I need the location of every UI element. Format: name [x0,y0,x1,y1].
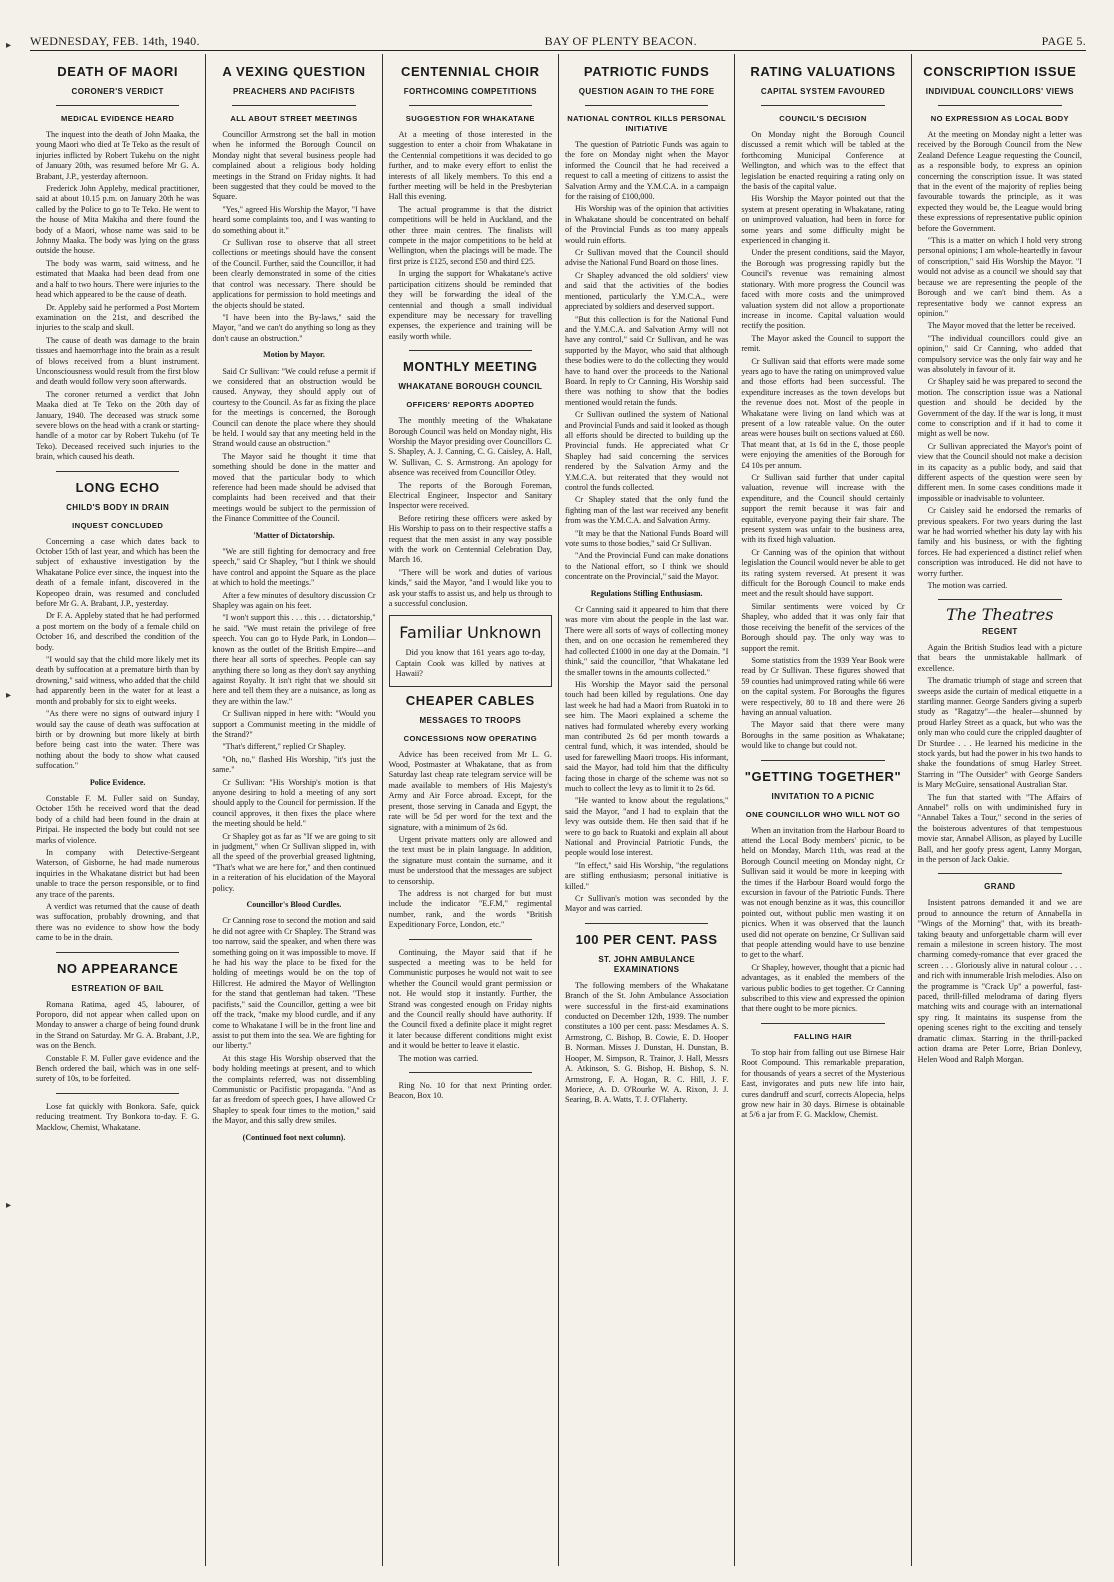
paragraph: The Mayor asked the Council to support the remit. [741,333,905,354]
paragraph: Cr Canning said it appeared to him that there was more vim about the people in the last war. There were all sorts of ways of collecting money then, and on one occasion he remembered they had collected £1000 in one day at the Domain. "I think," said the councillor, "that Whakatane led the smaller towns in the amounts collected." [564,605,729,677]
margin-mark-low: ▸ [6,1200,12,1211]
paragraph: The Mayor said he thought it time that something should be done in the matter and moved that the particular body to which reference had been made should be advised that complaints had been received and that their meetings would be subject to the permission of the Finance Committee of the Council. [212,451,376,524]
divider [938,105,1062,106]
paragraph: Cr Sullivan appreciated the Mayor's point of view that the Council should not make a decision in its capacity as a public body, and said that different aspects of the question were seen by different men. In some cases conditions made it impossible or inadvisable to volunteer. [917,441,1082,503]
paragraph: "This is a matter on which I hold very strong personal opinions; I am whole-heartedly in favour of conscription," said His Worship the Mayor. "I would not advise as a council we should say that because we are representing the people of the Borough and we can't bind them. As a representative body we cannot express an opinion." [917,236,1082,318]
subhead-concessions: CONCESSIONS NOW OPERATING [403,733,538,743]
headline-centennial-choir: CENTENNIAL CHOIR [400,64,540,79]
paragraph: Dr. Appleby said he performed a Post Mortem examination on the 21st, and described the injuries to the scalp and skull. [36,302,200,333]
advertisement-bonkora: Lose fat quickly with Bonkora. Safe, quick reducing treatment. Try Bonkora to-day. F. G. Macklow, Chemist, Whakatane. [36,1101,200,1132]
paragraph: Councillor Armstrong set the ball in motion when he informed the Borough Council on Monday night that several business people had complained about a religious body holding meetings in the Strand on Friday nights. It had been suggested that they could be moved to the Square. [212,130,376,202]
subhead-suggestion-whakatane: SUGGESTION FOR WHAKATANE [405,114,535,123]
paragraph: The body was warm, said witness, and he estimated that Maaka had been dead from one and a half to two hours. There were injuries to the head which appeared to be the cause of death. [36,258,200,300]
paragraph: The Mayor said that there were many Boroughs in the same position as Whakatane; would like to change but could not. [741,720,905,751]
paragraph: On Monday night the Borough Council discussed a remit which will be tabled at the forthcoming Municipal Conference at Wellington, and which was to the effect that legislation be enacted requiring a rating only on the basis of the capital value. [741,130,905,192]
paragraph: His Worship the Mayor said the personal touch had been killed by regulations. One day last week he had had a Maori from Ruatoki in to see him. The Maori explained a scheme the natives had formulated whereby every working man contributed 2s 6d per month towards a central fund, which, it was intended, should be used for farewelling Maori troops. His informant, said the Mayor, had told him that the difficulty facing those in charge of the scheme was not so much to collect the levy as to limit it to 2s 6d. [564,679,729,793]
paragraph: "He wanted to know about the regulations," said the Mayor, "and I had to explain that the levy was outside them. He then said that if he were to go back to Ruatoki and explain all about National and Provincial Patriotic Funds, the people would lose interest. [564,796,729,858]
newspaper-columns [30,54,1088,1566]
paragraph: Cr Sullivan's motion was seconded by the Mayor and was carried. [564,894,729,914]
divider [938,599,1062,600]
subhead-no-expression: NO EXPRESSION AS LOCAL BODY [930,114,1069,123]
paragraph: The reports of the Borough Foreman, Electrical Engineer, Inspector and Sanitary Inspector were received. [388,480,552,511]
subhead-childs-body: CHILD'S BODY IN DRAIN [66,502,170,512]
paragraph: The address is not charged for but must include the indicator "E.F.M," regimental number, rank, and the words "British Expeditionary Force, London, etc." [388,888,552,930]
paragraph: At this stage His Worship observed that the body holding meetings at present, and to which the complaints referred, was not dissembling Communistic or Pacifistic propaganda. "And as far as freedom of speech goes, I have allowed Cr Shapley to speak four times to the motion," said the Mayor, and this sally drew smiles. [212,1053,376,1126]
advertisement-printing: Ring No. 10 for that next Printing order. Beacon, Box 10. [388,1081,552,1101]
paragraph: A verdict was returned that the cause of death was suffocation, probably drowning, and that there was no evidence to show how the body came to be in the drain. [36,902,200,943]
paragraph: The motion was carried. [398,1053,479,1063]
column-2 [206,54,382,1566]
paragraph: Under the present conditions, said the Mayor, the Borough was progressing rapidly but the Council's revenue was remaining almost stationary. With more progress the Council was faced with more costs and the unimproved valuation system did not allow a proportionate increase in income. Capital valuation would rectify the position. [741,248,905,331]
paragraph: "We are still fighting for democracy and free speech," said Cr Shapley, "but I think we should have control and appoint the Square as the place at which to hold the meetings." [212,547,376,588]
subhead-one-councillor: ONE COUNCILLOR WHO WILL NOT GO [745,809,901,819]
paragraph: Cr Sullivan outlined the system of National and Provincial Funds and said it looked as though all efforts should be directed to building up the Provincial funds. He appreciated what Cr Shapley had said concerning the services rendered by the Salvation Army and the Y.M.C.A. but reiterated that they would not control the funds collected. [564,410,729,492]
paragraph: The following members of the Whakatane Branch of the St. John Ambulance Association were successful in the first-aid examinations conducted on December 12th, 1939. The number constitutes a 100 per cent. pass: Mesdames A. S. Armstrong, C. Bishop, B. Cowie, E. D. Hooper B. Norman. Misses J. Dunstan, H. Dunstan, B. Hooper, M. Simpson, R. Trainor, J. Hall, Messrs A. Atkinson, S. G. Bishop, H. Bishop, S. N. Armstrong, F. A. Hogan, R. C. Hill, J. F. Moriece, A. D. O'Rourke W. A. Rixon, J. J. Searing, B. A. Watts, T. J. O'Flaherty. [564,980,729,1105]
paragraph: Before retiring these officers were asked by His Worship to pass on to their respective staffs a request that the men assist in any way possible with the work on Centennial Celebration Day, March 16. [388,513,552,565]
subhead-borough-council: WHAKATANE BOROUGH COUNCIL [398,382,543,392]
subhead-coroners-verdict: CORONER'S VERDICT [71,87,164,96]
paragraph: To stop hair from falling out use Birnese Hair Root Compound. This remarkable preparation, for thousands of years a secret of the Mysterious East, invigorates and puts new life into hair, cures dandruff and scurf, corrects Alopecia, helps grow new hair in 30 days. Birnese is obtainable at 5/6 a jar from F. G. Macklow, Chemist. [741,1047,905,1120]
paragraph: Continuing, the Mayor said that if he suspected a meeting was to be held for Communistic purposes he would not wait to see whether the Council would grant permission or not. He would stop it instantly. Further, the Strand was congested enough on Friday nights and the Council really should have authority. If the Council fixed a definite place it might regret it later because different conditions might exist and it would be better to leave it elastic. [388,947,552,1051]
headline-getting-together: "GETTING TOGETHER" [744,768,902,784]
subhead-street-meetings: ALL ABOUT STREET MEETINGS [230,114,358,123]
divider [409,350,532,351]
masthead-page: PAGE 5. [1041,33,1086,48]
subhead-capital-system: CAPITAL SYSTEM FAVOURED [760,87,886,96]
paragraph: "That's different," replied Cr Shapley. [222,742,346,752]
headline-rating-valuations: RATING VALUATIONS [750,64,896,79]
paragraph: Cr Canning was of the opinion that without legislation the Council would never be able to get its rating system reversed. At present it was difficult for the Borough Council to make ends meet and the result should have support. [741,547,905,599]
paragraph: Cr Shapley said he was prepared to second the motion. The conscription issue was a National question and should be decided by the Government of the day. If the war is long, it must come to conscription and if it had to come it might as well be now. [917,377,1082,439]
column-4 [559,54,735,1566]
continued-note: (Continued foot next column). [242,1132,346,1142]
paragraph: Similar sentiments were voiced by Cr Shapley, who added that it was only fair that those receiving the benefit of the services of the Borough should pay. The only way was to support the remit. [741,601,905,653]
paragraph: Cr Caisley said he endorsed the remarks of previous speakers. For two years during the last war he had worried whether his duty lay with his family and his business, or with the fighting forces. He had experienced a distinct relief when conscription was introduced. He did not have to worry further. [917,506,1082,578]
paragraph: The inquest into the death of John Maaka, the young Maori who died at Te Teko as the result of injuries inflicted by Robert Tukehu on the night of January 20th, was resumed before Mr G. A. Brabant, J.P., yesterday afternoon. [36,130,200,181]
paragraph: Urgent private matters only are allowed and the text must be in plain language. In addition, the signature must contain the surname, and it must be understood that the messages are subject to censorship. [388,834,552,886]
paragraph: The cause of death was damage to the brain tissues and haemorrhage into the brain as a result of blows received from a blunt instrument. Unconsciousness would result from the first blow and death would follow very soon afterwards. [36,335,200,387]
column-1 [30,54,206,1566]
paragraph: Cr Shapley, however, thought that a picnic had advantages, as it enabled the members of the various public bodies to get together. Cr Canning subscribed to this view and expressed the opinion that there ought to be more picnics. [741,962,905,1014]
subhead-invitation-picnic: INVITATION TO A PICNIC [771,791,875,801]
headline-long-echo: LONG ECHO [75,479,160,495]
paragraph: The dramatic triumph of stage and screen that sweeps aside the curtain of medical etiquette in a startling manner. George Sanders giving a superb study as "Ragatzy"—the healer—shunned by proud Harley Street as a quack, but who was the only man who could cure the crippled daughter of Dr Sturdee . . . He learned his medicine in the stock yards, but had the power in his two hands to shake the foundations of smug Harley Street. Starring in "The Outsider" with George Sanders is Mary McGuire, sensational Australian Star. [917,676,1082,790]
paragraph: The coroner returned a verdict that John Maaka died at Te Teko on the 20th day of January, 1940. The deceased was struck some severe blows on the head with a crank or starting-handle of a motor car by Robert Tukehu (of Te Teko). Deceased received such injuries to the brain, which caused his death. [36,389,200,462]
headline-vexing-question: A VEXING QUESTION [222,64,366,79]
paragraph: Cr Sullivan moved that the Council should advise the National Fund Board on those lines. [564,248,729,268]
column-3 [383,54,559,1566]
paragraph: Insistent patrons demanded it and we are proud to announce the return of Annabella in "Wings of the Morning" that, with its breath-taking beauty and unforgettable charm will ever remain a milestone in screen history. The most charming comedy-romance that ever graced the screen . . . Gloriously alive in natural colour . . . and rich with innumerable Irish melodies. Also on the programme is "Crack Up" a powerful, fast-paced, thrill-filled melodrama of daring flyers matching wits and courage with an international spy ring. It maintains its suspense from the opening scenes right to the exciting and tensely dramatic climax. Starring in the thrill-packed action drama are Peter Lorre, Brian Donlevy, Helen Wood and Ralph Morgan. [917,898,1082,1064]
paragraph: "As there were no signs of outward injury I would say the cause of death was suffocation at birth or by drowning but more likely at birth before being cast into the water. There was nothing about the body to show what caused suffocation." [36,709,200,771]
paragraph: "I would say that the child more likely met its death by suffocation at a premature birth than by drowning," said witness, who added that the child had apparently been in the water for at least a month and probably for six to eight weeks. [36,655,200,706]
subhead-motion-by-mayor: Motion by Mayor. [263,350,325,360]
subhead-inquest-concluded: INQUEST CONCLUDED [72,520,164,530]
paragraph: Again the British Studios lead with a picture that bears the unmistakable hallmark of excellence. [917,642,1082,673]
divider [409,105,532,106]
paragraph: Cr Shapley got as far as "If we are going to sit in judgment," when Cr Sullivan slipped in, with all the speed of the proverbial greased lightning, "That's what we are here for," and then continued in a reiteration of his elucidation of the Mayoral policy. [212,831,376,893]
headline-death-of-maori: DEATH OF MAORI [57,64,179,79]
paragraph: "I won't support this . . . this . . . dictatorship," he said. "We must retain the privilege of free speech. You can go to Hyde Park, in London—known as the outlet of the British Empire—and there hear all sorts of speeches. People can say anything there so long as they don't say anything against Royalty. It isn't right that we should sit here and tell them they are a nuisance, as long as they are within the law." [212,613,376,706]
headline-falling-hair: FALLING HAIR [794,1031,852,1041]
subhead-national-control: NATIONAL CONTROL KILLS PERSONAL INITIATIVE [567,114,727,133]
paragraph: Cr Sullivan said that efforts were made some years ago to have the rating on unimproved value and those efforts had been successful. The expenditure increases as the town develops but the revenue does not. Most of the people in Whakatane were living on land which was at present of a low rateable value. On the outer areas were houses built on sections valued at £60. That meant that, at 1s 6d in the £, those people were enjoying the amenities of the Borough for £4 10s per annum. [741,356,905,470]
masthead [30,32,1086,51]
paragraph: After a few minutes of desultory discussion Cr Shapley was again on his feet. [212,590,376,611]
paragraph: "Yes," agreed His Worship the Mayor, "I have heard some complaints too, and I was wanting to do something about it." [212,204,376,235]
paragraph: Romana Ratima, aged 45, labourer, of Poroporo, did not appear when called upon on Monday to answer a charge of being found drunk in the Strand on Saturday. Mr G. A. Brabant, J.P., was on the Bench. [36,999,200,1051]
divider [761,1023,884,1024]
paragraph: Concerning a case which dates back to October 15th of last year, and which has been the subject of exhaustive investigation by the Whakatane Police ever since, the inquest into the death of a female infant, discovered in the Kopeopeo drain, was resumed and concluded before Mr G. A. Brabant, J.P., yesterday. [36,536,200,609]
paragraph: Some statistics from the 1939 Year Book were read by Cr Sullivan. These figures showed that 59 counties had unimproved rating while 66 were on the capital system. For Boroughs the figures were respectively, 80 to 18 and there were 26 having an annual valuation. [741,655,905,717]
margin-mark-top: ▸ [6,40,12,51]
subhead-police-evidence: Police Evidence. [89,777,146,787]
column-5 [735,54,911,1566]
paragraph: When an invitation from the Harbour Board to attend the Local Body members' picnic, to be held on Monday, March 11th, was read at the Borough Council meeting on Monday night, Cr Sullivan said it would be more in keeping with the times if the Harbour Board would forgo the excursion in favour of the Patriotic Funds. There was not enough benzine as it was, this councillor pointed out, without public men wasting it on picnics. When it was observed that the launch used did not operate on benzine, Cr Sullivan said that people attending would have to use benzine to get to the wharf. [741,825,905,960]
paragraph: "There will be work and duties of various kinds," said the Mayor, "and I would like you to ask your staffs to assist us, and help us through to a successful conclusion. [388,567,552,609]
paragraph: "But this collection is for the National Fund and the Y.M.C.A. and Salvation Army will not have any control," said Cr Sullivan, and he was supported by the Mayor, who said that although these bodies were to do the collecting they would have to hand over the proceeds to the National Board. In reply to Cr Canning, His Worship said there was nothing to show that the bodies mentioned would retain the funds. [564,314,729,407]
margin-mark-mid: ▸ [6,690,12,701]
subhead-grand: GRAND [984,882,1016,892]
column-6 [912,54,1088,1566]
subhead-forthcoming-competitions: FORTHCOMING COMPETITIONS [403,87,537,96]
subhead-councils-decision: COUNCIL'S DECISION [779,114,867,123]
paragraph: Cr Sullivan: "His Worship's motion is that anyone desiring to hold a meeting of any sort should apply to the Council for permission. If the council approves, it then fixes the place where the meeting should be held." [212,777,376,829]
paragraph: At the meeting on Monday night a letter was received by the Borough Council from the New Zealand Defence League requesting the Council, as a responsible body, to express an opinion concerning the conscription issue. It was stated that in the event of the majority of replies being favourable towards the principle, as it was expected they would be, the League would bring these expressions of representative public opinion before the Government. [917,130,1082,233]
subhead-regent: REGENT [981,626,1018,636]
paragraph: His Worship the Mayor pointed out that the system at present operating in Whakatane, rating on unimproved valuation, had been in force for some years and some difficulty might be experienced in changing it. [741,194,905,246]
paragraph: "It may be that the National Funds Board will vote sums to those bodies," said Cr Sullivan. [564,528,729,549]
paragraph: The actual programme is that the district competitions will be held in Auckland, and the other three main centres. The finalists will compete in the major competitions to be held at Wellington, when the placings will be made. The first prize is £125, second £50 and third £25. [388,204,552,266]
paragraph: The Mayor moved that the letter be received. [927,321,1076,331]
paragraph: Said Cr Sullivan: "We could refuse a permit if we considered that an obstruction would be caused. Anyway, they should apply out of courtesy to the Council. As far as fixing the place for the meetings is concerned, the Borough Council can denote the place where they should be held. I would say that any meeting held in the Strand would cause an obstruction." [212,366,376,449]
paragraph: Cr Sullivan nipped in here with: "Would you support a Communist meeting in the middle of the Strand?" [212,709,376,739]
paragraph: Cr Sullivan rose to observe that all street collections or meetings should have the consent of the Council. Further, said the Councillor, it had been clearly demonstrated in some of the cities that control was necessary. There should be applications for permission to hold meetings and the objects should be stated. [212,238,376,310]
familiar-unknown-heading: Familiar Unknown [399,623,542,643]
subhead-question-again: QUESTION AGAIN TO THE FORE [578,87,715,96]
paragraph: The fun that started with "The Affairs of Annabel" rolls on with undiminished fury in "Annabel Takes a Tour," second in the series of the boisterous adventures of that tempestuous movie star, Annabel Allison, as played by Lucille Ball, and her goofy press agent, Lanny Morgan, in the person of Jack Oakie. [917,792,1082,864]
paragraph: Cr Sullivan said further that under capital valuation, revenue will increase with the expenditure, and the Council should certainly support the remit because it was fair and equitable, everyone paying their fair share. The present system was unfair to the business area, with its fixed high valuation. [741,473,905,545]
divider [56,952,179,953]
divider [232,105,355,106]
divider [56,471,179,472]
divider [409,939,532,940]
subhead-individual-councillors: INDIVIDUAL COUNCILLORS' VIEWS [925,87,1074,96]
paragraph: Frederick John Appleby, medical practitioner, said at about 10.15 p.m. on January 20th he was called by the Police to go to Te Teko. He went to the house of Mita Makiha and there found the body of a Maori, whose name was said to be Johnny Maaka. The body was lying on the grass outside the house. [36,184,200,256]
paragraph: Cr Shapley stated that the only fund the fighting man of the last war received any benefit from was the Y.M.C.A. and Salvation Army. [564,495,729,526]
headline-the-theatres: The Theatres [946,605,1054,625]
paragraph: Constable F. M. Fuller gave evidence and the Bench ordered the bail, which was in one self-surety of 10s, to be forfeited. [36,1053,200,1084]
paragraph: At a meeting of those interested in the suggestion to enter a choir from Whakatane in the Centennial competitions it was decided to go further, and to make every effort to enlist the interests of all likely members. To this end a further meeting will be held in the Presbyterian Hall this evening. [388,130,552,202]
headline-cheaper-cables: CHEAPER CABLES [405,692,535,708]
paragraph: His Worship was of the opinion that activities in Whakatane should be concentrated on behalf of the Provincial Funds as too many appeals would ruin efforts. [564,204,729,245]
subhead-regulations: Regulations Stifling Enthusiasm. [590,588,703,598]
paragraph: The motion was carried. [927,581,1008,591]
divider [56,105,179,106]
paragraph: Constable F. M. Fuller said on Sunday, October 15th he received word that the dead body of a child had been found in the drain at Piripai. He inspected the body but could not see marks of violence. [36,793,200,845]
subhead-st-john-ambulance: ST. JOHN AMBULANCE EXAMINATIONS [598,954,695,974]
paragraph: The question of Patriotic Funds was again to the fore on Monday night when the Mayor informed the Council that he had received a request to call a meeting of citizens to assist the Salvation Army and the Y.M.C.A. in a campaign for the raising of £100,000. [564,140,729,202]
paragraph: The monthly meeting of the Whakatane Borough Council was held on Monday night, His Worship the Mayor presiding over Councillors C. S. Shapley, A. J. Canning, C. G. Caisley, A. Hall, W. Sullivan, C. S. Armstrong. An apology for absence was received from Councillor Otley. [388,416,552,478]
subhead-messages-to-troops: MESSAGES TO TROOPS [419,715,522,725]
paragraph: "I have been into the By-laws," said the Mayor, "and we can't do anything so long as they don't cause an obstruction." [212,312,376,343]
paragraph: In company with Detective-Sergeant Waterson, of Gisborne, he had made numerous inquiries in the Whakatane district but had been unable to trace the person responsible, or to find any trace of the parents. [36,847,200,899]
headline-monthly-meeting: MONTHLY MEETING [402,359,538,375]
divider [761,760,884,761]
subhead-officers-reports: OFFICERS' REPORTS ADOPTED [406,400,535,410]
paragraph: Cr Shapley advanced the old soldiers' view and said that the activities of the bodies mentioned, particularly the Y.M.C.A., were appreciated by soldiers and deserved support. [564,270,729,312]
divider [585,923,708,924]
masthead-title: BAY OF PLENTY BEACON. [544,33,697,48]
paragraph: Dr F. A. Appleby stated that he had performed a post mortem on the body of a female child on October 16, and described the condition of the body. [36,611,200,652]
divider [56,1093,179,1094]
headline-conscription-issue: CONSCRIPTION ISSUE [923,64,1077,79]
headline-no-appearance: NO APPEARANCE [56,960,179,976]
paragraph: "Oh, no," flashed His Worship, "it's just the same." [212,754,376,775]
familiar-unknown-text: Did you know that 161 years ago to-day, Captain Cook was killed by natives at Hawaii? [395,648,545,679]
subhead-preachers-pacifists: PREACHERS AND PACIFISTS [232,87,356,96]
divider [761,105,884,106]
subhead-medical-evidence: MEDICAL EVIDENCE HEARD [61,114,175,123]
subhead-blood-curdles: Councillor's Blood Curdles. [246,900,342,910]
paragraph: "In effect," said His Worship, "the regulations are stifling enthusiasm; personal initiative is killed." [564,860,729,891]
paragraph: Cr Canning rose to second the motion and said he did not agree with Cr Shapley. The Strand was too narrow, said the speaker, and when there was something going on it was impossible to move. If he had his way the place to be fixed for the holding of meetings would be on the top of Hillcrest. He admired the Mayor of Wellington for the stand that gentleman had taken. "These pacifists," said the Councillor, getting a wee bit off the track, "make my blood curdle, and if any come to Whakatane I will be in the front line and assist to put them into the sea. We are fighting for our liberty." [212,916,376,1051]
divider [409,1072,532,1073]
paragraph: Advice has been received from Mr L. G. Wood, Postmaster at Whakatane, that as from Saturday last cheap rate telegram service will be made available to members of His Majesty's Army and Air Force abroad. Except, for the present, those serving in Canada and Egypt, the rate will be 5d per word for the text and the signature, with a minimum of 2s 6d. [388,749,552,832]
familiar-unknown-box [389,615,552,686]
headline-100-per-cent-pass: 100 PER CENT. PASS [575,931,718,947]
headline-patriotic-funds: PATRIOTIC FUNDS [583,64,710,79]
subhead-matter-of-dictatorship: 'Matter of Dictatorship. [253,530,335,540]
paragraph: "And the Provincial Fund can make donations to the National effort, so I think we should concentrate on the Provincial," said the Mayor. [564,551,729,582]
paragraph: In urging the support for Whakatane's active participation citizens should be reminded that they will be forwarding the ideal of the centennial and though a small individual expenditure may be necessary for travelling expenses, the experience and training will be easily worth while. [388,269,552,341]
paragraph: "The individual councillors could give an opinion," said Cr Canning, who added that compulsory service was the only fair way and he was absolutely in favour of it. [917,333,1082,374]
divider [938,873,1062,874]
divider [585,105,708,106]
subhead-estreation-of-bail: ESTREATION OF BAIL [71,983,164,993]
masthead-date: WEDNESDAY, FEB. 14th, 1940. [30,33,200,48]
